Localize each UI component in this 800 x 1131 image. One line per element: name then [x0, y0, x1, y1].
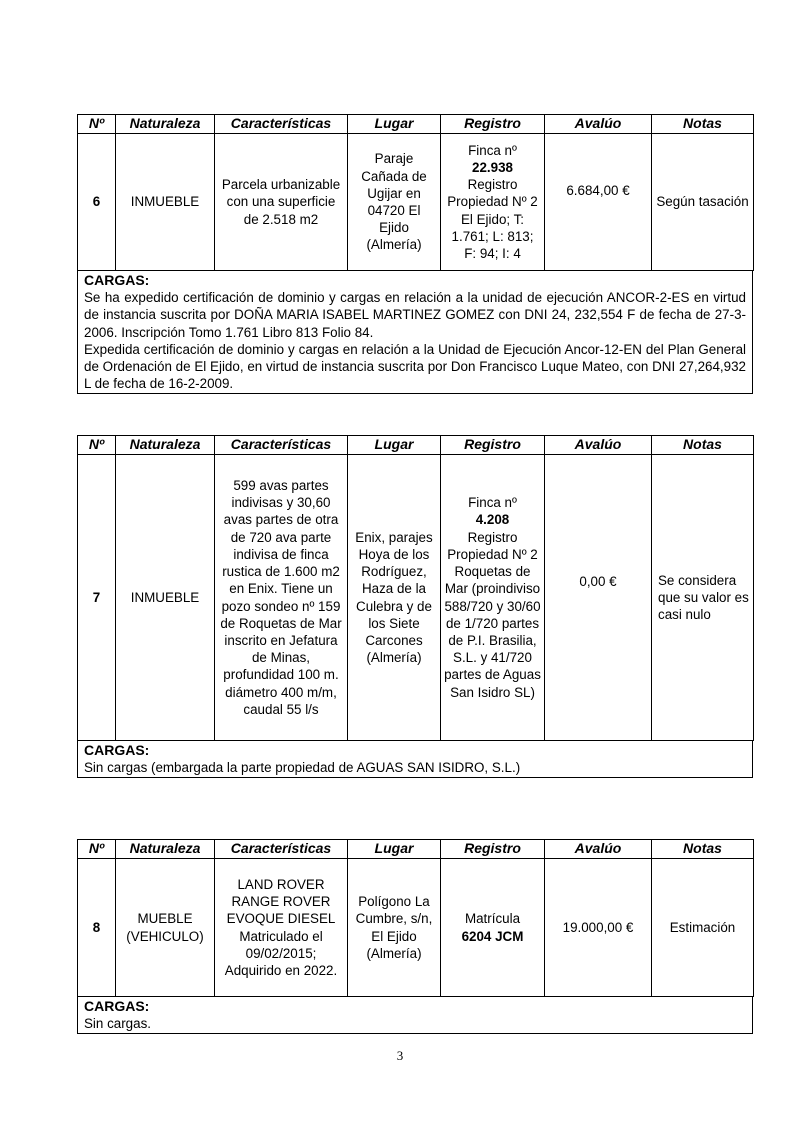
header-notas: Notas	[652, 115, 754, 134]
header-avaluo: Avalúo	[545, 840, 652, 859]
header-registro: Registro	[441, 436, 545, 455]
cell-registro	[441, 859, 545, 997]
header-registro: Registro	[441, 840, 545, 859]
asset-block-8	[77, 839, 753, 1034]
asset-table-6	[77, 114, 754, 271]
cargas-text: Sin cargas.	[84, 1016, 151, 1032]
asset-table-8	[77, 839, 754, 997]
header-n: Nº	[78, 436, 116, 455]
header-row	[78, 436, 754, 455]
cell-avaluo: 6.684,00 €	[545, 134, 652, 271]
header-notas: Notas	[652, 436, 754, 455]
asset-block-7	[77, 435, 753, 778]
header-avaluo: Avalúo	[545, 436, 652, 455]
cell-caracteristicas: 599 avas partes indivisas y 30,60 avas partes de otra de 720 ava parte indivisa de finca rustica de 1.600 m2 en Enix. Tiene un pozo sondeo nº 159 de Roquetas de Mar inscrito en Jefatura de Minas, profundidad 100 m. diámetro 400 m/m, caudal 55 l/s	[215, 455, 348, 741]
asset-block-6	[77, 114, 753, 394]
registro-detail: Registro Propiedad Nº 2 Roquetas de Mar (proindiviso 588/720 y 30/60 de 1/720 partes de P.I. Brasilia, S.L. y 41/720 partes de Aguas San Isidro SL)	[444, 529, 541, 700]
registro-prefix: Matrícula	[464, 911, 521, 927]
header-naturaleza: Naturaleza	[116, 436, 215, 455]
cargas-section	[77, 271, 753, 394]
cell-notas: Se considera que su valor es casi nulo	[652, 455, 754, 741]
cargas-text: Se ha expedido certificación de dominio y cargas en relación a la unidad de ejecución ANCOR-2-ES en virtud de instancia suscrita por DOÑA MARIA ISABEL MARTINEZ GOMEZ con DNI 24, 232,554 F de fecha de 27-3-2006. Inscripción Tomo 1.761 Libro 813 Folio 84.	[84, 290, 746, 340]
header-n: Nº	[78, 115, 116, 134]
cell-naturaleza: MUEBLE (VEHICULO)	[116, 859, 215, 997]
header-notas: Notas	[652, 840, 754, 859]
cell-notas: Según tasación	[652, 134, 754, 271]
registro-number: 22.938	[472, 159, 513, 175]
cell-naturaleza: INMUEBLE	[116, 134, 215, 271]
cargas-section	[77, 997, 753, 1034]
registro-prefix: Finca nº	[468, 495, 517, 511]
cell-avaluo: 19.000,00 €	[545, 859, 652, 997]
header-caracteristicas: Características	[215, 436, 348, 455]
registro-number: 6204 JCM	[461, 928, 524, 944]
header-caracteristicas: Características	[215, 840, 348, 859]
cell-n: 6	[78, 134, 116, 271]
header-registro: Registro	[441, 115, 545, 134]
cargas-text: Sin cargas (embargada la parte propiedad de AGUAS SAN ISIDRO, S.L.)	[84, 760, 521, 776]
cell-n: 8	[78, 859, 116, 997]
cargas-text: Expedida certificación de dominio y cargas en relación a la Unidad de Ejecución Ancor-12-EN del Plan General de Ordenación de El Ejido, en virtud de instancia suscrita por Don Francisco Luque Mateo, con DNI 27,264,932 L de fecha de 16-2-2009.	[84, 341, 746, 392]
header-lugar: Lugar	[348, 115, 441, 134]
cell-registro	[441, 455, 545, 741]
header-row	[78, 840, 754, 859]
cell-n: 7	[78, 455, 116, 741]
header-n: Nº	[78, 840, 116, 859]
cargas-title: CARGAS:	[84, 272, 150, 288]
cell-registro	[441, 134, 545, 271]
registro-number: 4.208	[475, 512, 510, 528]
cell-caracteristicas: Parcela urbanizable con una superficie de 2.518 m2	[215, 134, 348, 271]
registro-detail: Registro Propiedad Nº 2 El Ejido; T: 1.761; L: 813; F: 94; I: 4	[447, 177, 538, 261]
header-naturaleza: Naturaleza	[116, 115, 215, 134]
cargas-title: CARGAS:	[84, 998, 150, 1014]
cell-lugar: Polígono La Cumbre, s/n, El Ejido (Almería)	[348, 859, 441, 997]
table-row	[78, 859, 754, 997]
cell-avaluo: 0,00 €	[545, 455, 652, 741]
page-number: 3	[396, 1048, 404, 1063]
header-row	[78, 115, 754, 134]
header-caracteristicas: Características	[215, 115, 348, 134]
header-naturaleza: Naturaleza	[116, 840, 215, 859]
asset-table-7	[77, 435, 754, 741]
cell-naturaleza: INMUEBLE	[116, 455, 215, 741]
registro-prefix: Finca nº	[468, 142, 517, 158]
cell-lugar: Paraje Cañada de Ugijar en 04720 El Ejido (Almería)	[348, 134, 441, 271]
header-lugar: Lugar	[348, 840, 441, 859]
cell-lugar: Enix, parajes Hoya de los Rodríguez, Haza de la Culebra y de los Siete Carcones (Almería)	[348, 455, 441, 741]
header-lugar: Lugar	[348, 436, 441, 455]
table-row	[78, 455, 754, 741]
cell-notas: Estimación	[652, 859, 754, 997]
table-row	[78, 134, 754, 271]
header-avaluo: Avalúo	[545, 115, 652, 134]
cell-caracteristicas: LAND ROVER RANGE ROVER EVOQUE DIESEL Matriculado el 09/02/2015; Adquirido en 2022.	[215, 859, 348, 997]
cargas-section	[77, 741, 753, 778]
cargas-title: CARGAS:	[84, 742, 150, 758]
